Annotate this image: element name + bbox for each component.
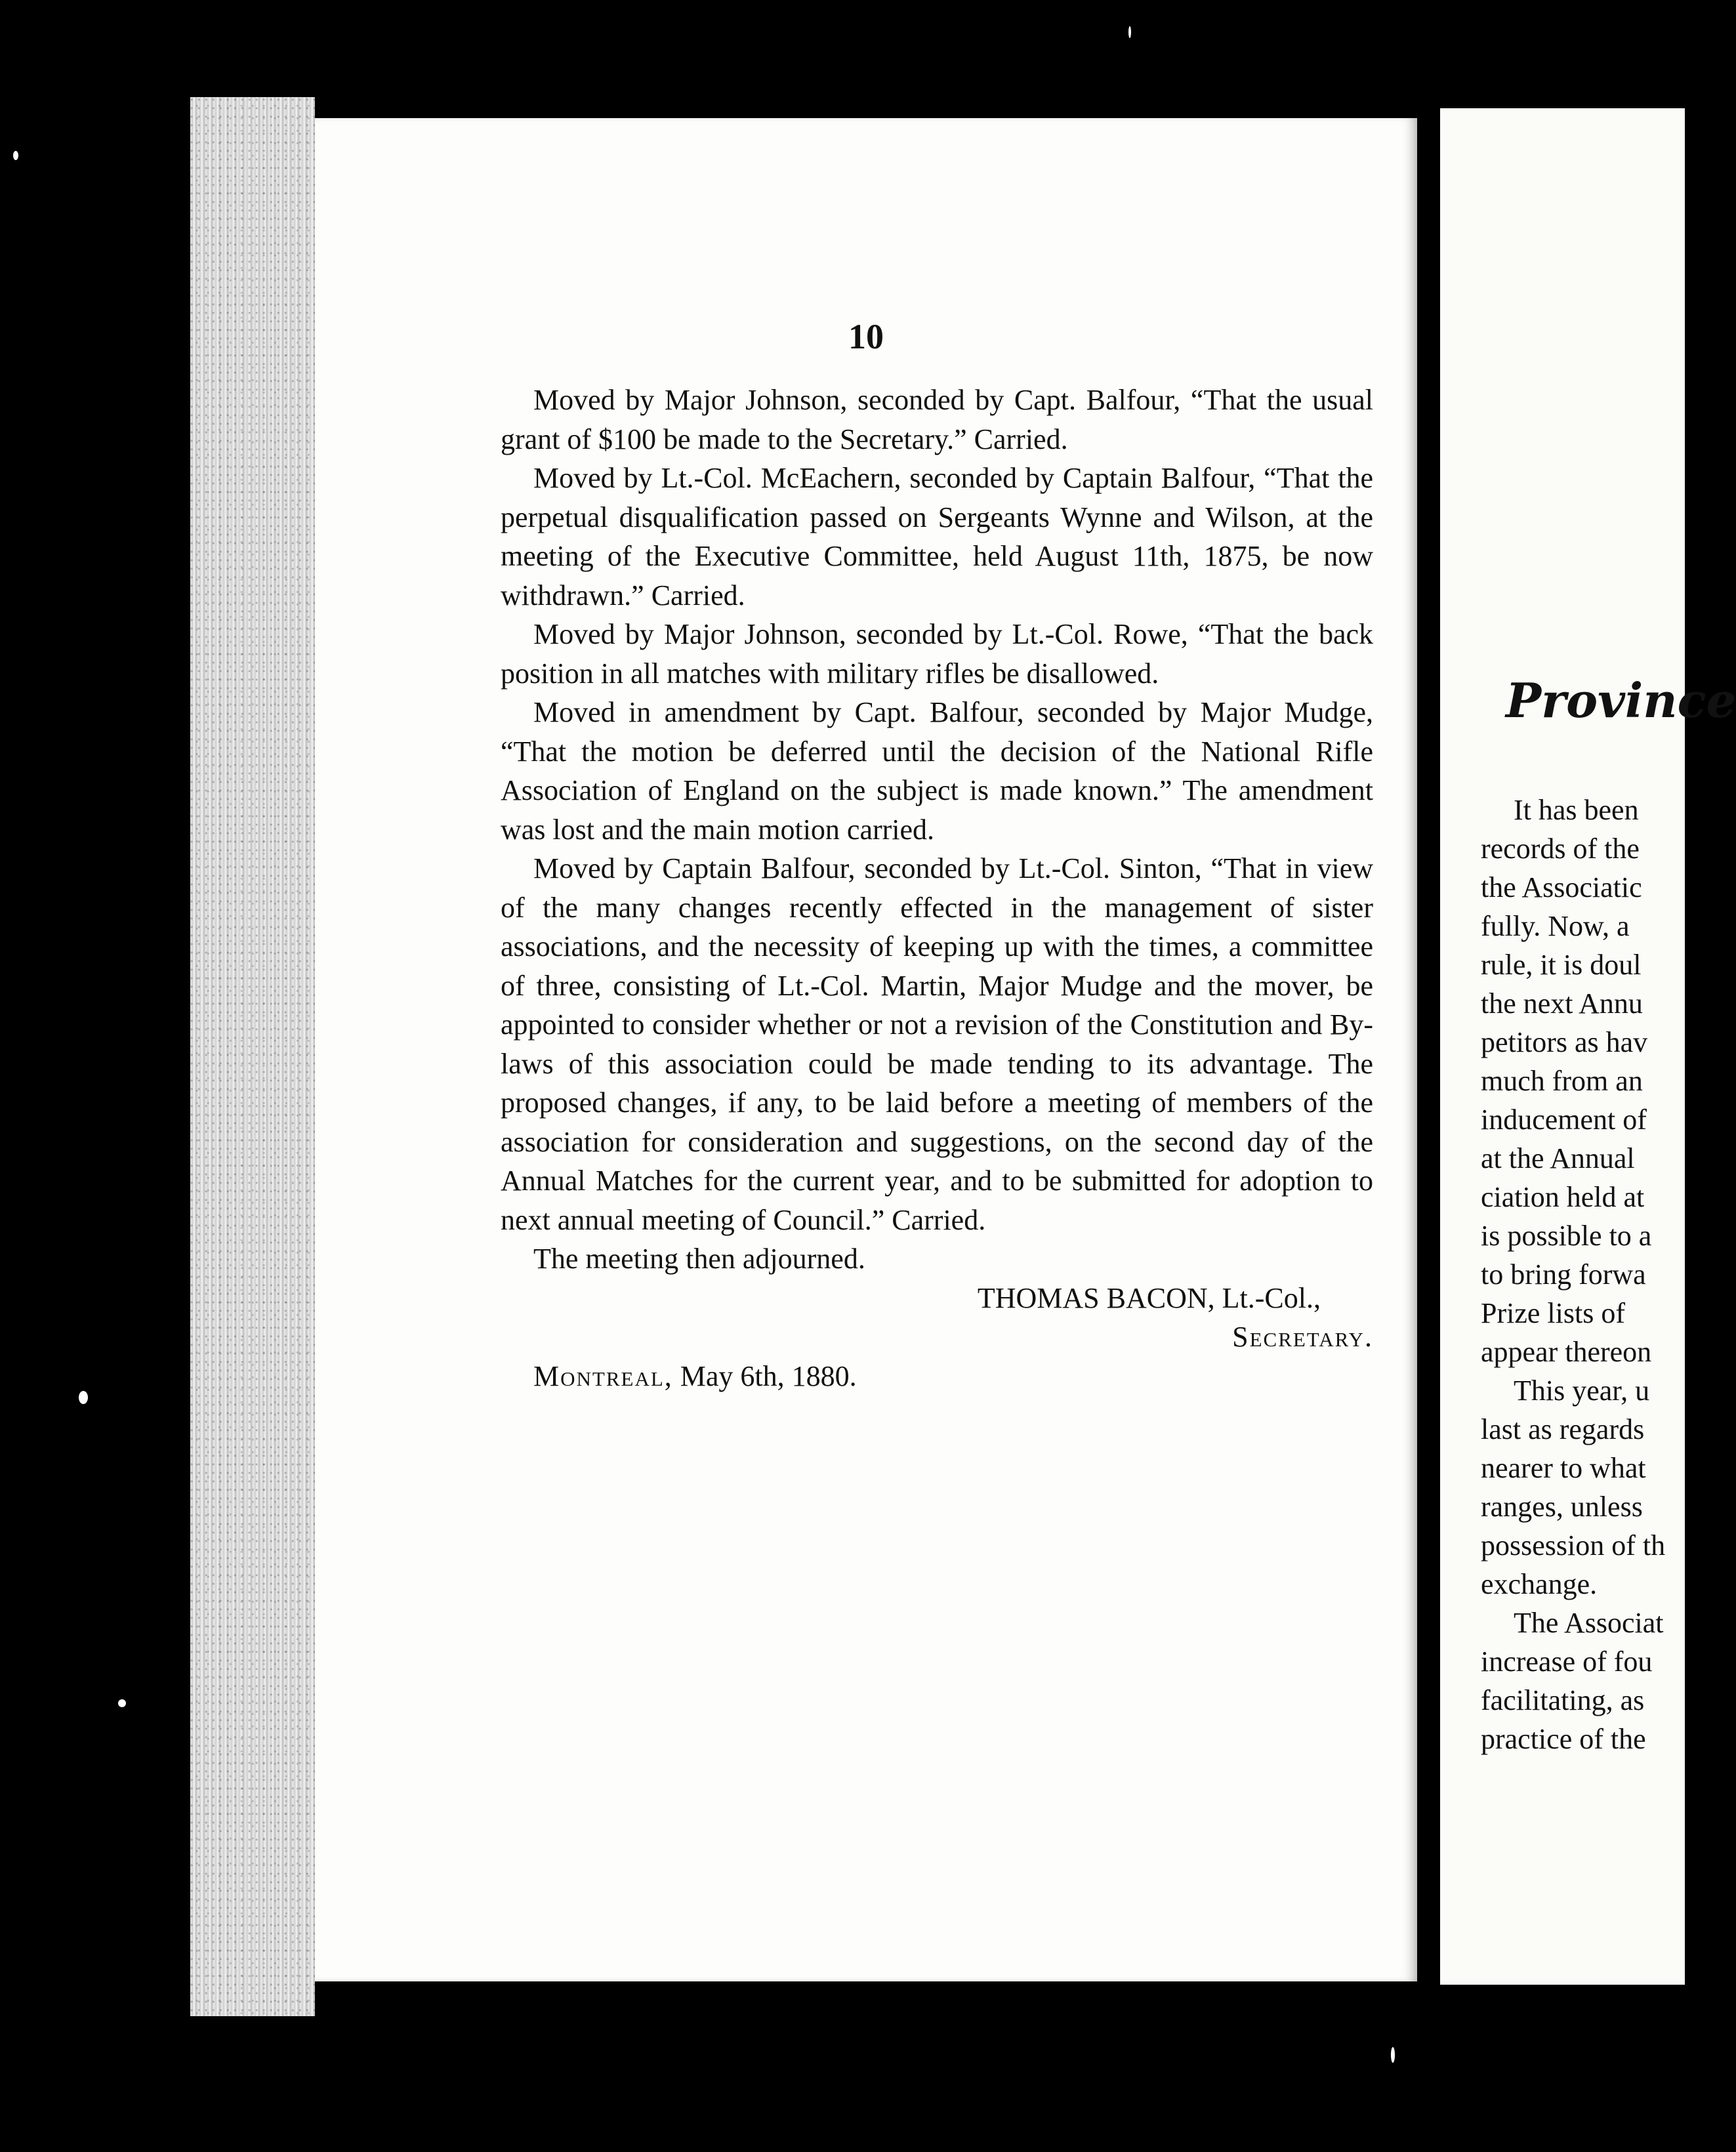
right-line: last as regards (1481, 1413, 1645, 1445)
right-line: is possible to a (1481, 1220, 1652, 1252)
right-line: fully. Now, a (1481, 910, 1630, 942)
right-line: rule, it is doul (1481, 949, 1642, 981)
scan-speck (118, 1699, 126, 1707)
paragraph-amendment: Moved in amendment by Capt. Balfour, seconded by Major Mudge, “That the motion be deferred until the decision of the National Rifle Association of England on the subject is made known.” The amendment was lost and the main motion carried. (501, 696, 1373, 846)
right-line: exchange. (1481, 1568, 1598, 1600)
right-line: to bring forwa (1481, 1258, 1646, 1291)
scan-speck (1391, 2047, 1395, 2063)
right-line: This year, u (1514, 1375, 1650, 1407)
paragraph-grant-motion: Moved by Major Johnson, seconded by Capt. Balfour, “That the usual grant of $100 be made to the Secretary.” Carried. (501, 384, 1373, 455)
paragraph-committee-motion: Moved by Captain Balfour, seconded by Lt.-Col. Sinton, “That in view of the many changes recently effected in the management of sister associations, and the necessity of keeping up with the times, a committee of three, consisting of Lt.-Col. Martin, Major Mudge and the mover, be appointed to consider whether or not a revision of the Constitution and By-laws of this association could be made tending to its advantage. The proposed changes, if any, to be laid before a meeting of members of the association for consideration and suggestions, on the second day of the Annual Matches for the current year, and to be submitted for adoption to next annual meeting of Council.” Carried. (501, 852, 1373, 1236)
right-line: ciation held at (1481, 1181, 1645, 1213)
right-line: practice of the (1481, 1723, 1646, 1755)
dateline-place: Montreal, (533, 1359, 673, 1392)
right-line: increase of fou (1481, 1645, 1653, 1678)
right-line: much from an (1481, 1065, 1643, 1097)
dateline-date: May 6th, 1880. (680, 1359, 857, 1392)
scan-speck (79, 1391, 88, 1404)
right-line: petitors as hav (1481, 1026, 1648, 1058)
right-line: facilitating, as (1481, 1684, 1645, 1716)
right-line: the next Annu (1481, 987, 1643, 1020)
page-body (501, 381, 1373, 1396)
paragraph-adjourned: The meeting then adjourned. (533, 1243, 865, 1275)
right-line: Prize lists of (1481, 1297, 1625, 1329)
paragraph-disqualification-motion: Moved by Lt.-Col. McEachern, seconded by Captain Balfour, “That the perpetual disqualification passed on Sergeants Wynne and Wilson, at the meeting of the Executive Committee, held August 11th, 1875, be now withdrawn.” Carried. (501, 462, 1373, 611)
right-line: at the Annual (1481, 1142, 1635, 1174)
paragraph-back-position-motion: Moved by Major Johnson, seconded by Lt.-Col. Rowe, “That the back position in all matches with military rifles be disallowed. (501, 618, 1373, 690)
right-line: possession of th (1481, 1529, 1666, 1562)
right-line: the Associatic (1481, 871, 1642, 903)
right-page-body (1481, 791, 1691, 1758)
page-stack-edge (190, 97, 315, 2016)
page-number: 10 (848, 317, 884, 356)
signature-name: THOMAS BACON, Lt.-Col., (977, 1281, 1321, 1314)
right-line: ranges, unless (1481, 1491, 1643, 1523)
right-page-heading: Province (1506, 672, 1736, 728)
right-line: appear thereon (1481, 1336, 1652, 1368)
right-line: records of the (1481, 833, 1640, 865)
right-line: inducement of (1481, 1104, 1647, 1136)
scan-speck (13, 151, 18, 160)
scan-speck (1128, 26, 1131, 38)
right-line: The Associat (1514, 1607, 1664, 1639)
right-page (1440, 108, 1736, 1985)
right-line: It has been (1514, 794, 1639, 826)
left-page (315, 118, 1417, 1981)
signature-title: Secretary. (1232, 1321, 1373, 1353)
right-line: nearer to what (1481, 1452, 1646, 1484)
dateline (501, 1357, 1373, 1396)
